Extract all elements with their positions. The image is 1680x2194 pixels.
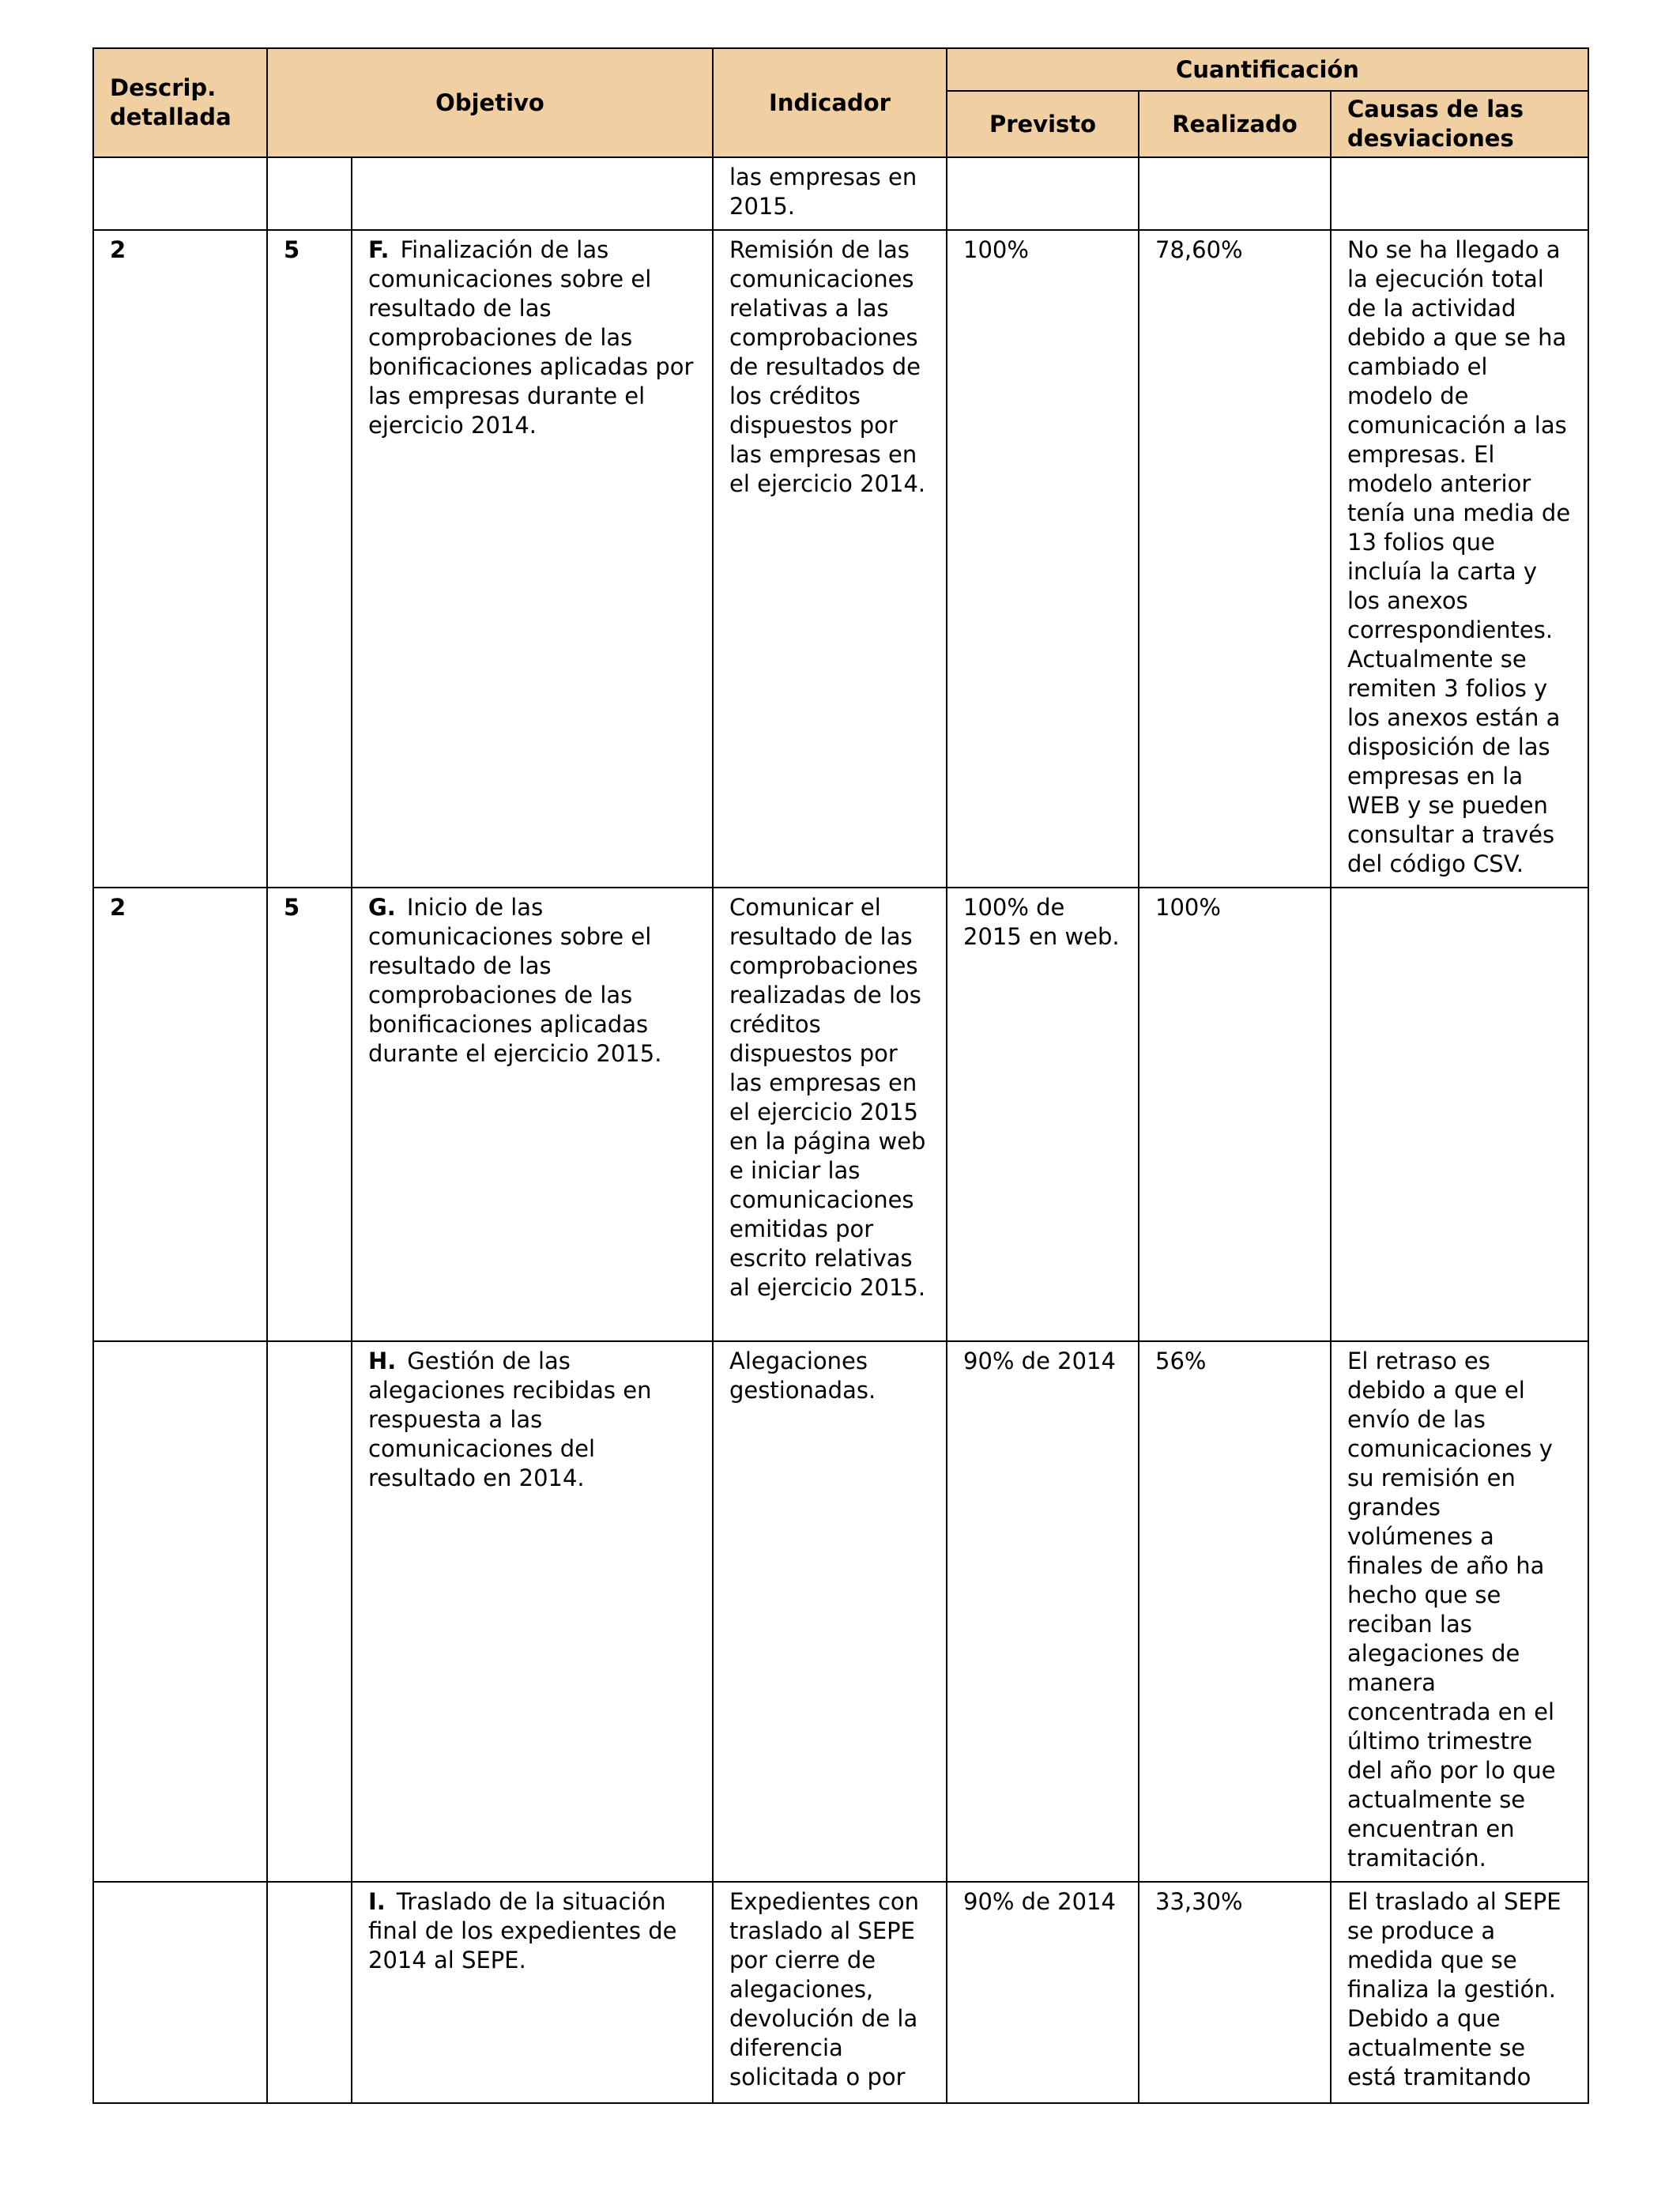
cell-indicador: Expedientes con traslado al SEPE por cierre de alegaciones, devolución de la diferencia solicitada o por <box>713 1882 947 2103</box>
header-objetivo: Objetivo <box>267 48 713 157</box>
cell-indicador: Remisión de las comunicaciones relativas a las comprobaciones de resultados de los créditos dispuestos por las empresas en el ejercicio 2014. <box>713 230 947 888</box>
cell-realizado: 56% <box>1139 1341 1331 1882</box>
cell-previsto <box>947 157 1139 230</box>
table-row <box>93 888 1588 1341</box>
header-cuantificacion: Cuantificación <box>947 48 1588 91</box>
cell-sub: 5 <box>267 888 352 1341</box>
table-row <box>93 1882 1588 2103</box>
objectives-table <box>92 47 1589 2104</box>
cell-realizado: 100% <box>1139 888 1331 1341</box>
header-previsto: Previsto <box>947 91 1139 157</box>
header-descrip: Descrip. detallada <box>93 48 267 157</box>
cell-previsto: 90% de 2014 <box>947 1341 1139 1882</box>
cell-previsto: 100% <box>947 230 1139 888</box>
cell-descrip: 2 <box>93 888 267 1341</box>
table-row <box>93 157 1588 230</box>
cell-descrip <box>93 1882 267 2103</box>
objective-text: Gestión de las alegaciones recibidas en respuesta a las comunicaciones del resultado en 2014. <box>368 1348 652 1491</box>
cell-indicador: las empresas en 2015. <box>713 157 947 230</box>
cell-sub <box>267 1882 352 2103</box>
cell-sub <box>267 157 352 230</box>
cell-objetivo <box>352 1882 713 2103</box>
cell-realizado <box>1139 157 1331 230</box>
cell-previsto: 100% de 2015 en web. <box>947 888 1139 1341</box>
cell-descrip <box>93 1341 267 1882</box>
cell-indicador: Comunicar el resultado de las comprobaciones realizadas de los créditos dispuestos por las empresas en el ejercicio 2015 en la página web e iniciar las comunicaciones emitidas por escrito relativas al ejercicio 2015. <box>713 888 947 1341</box>
cell-sub: 5 <box>267 230 352 888</box>
cell-objetivo <box>352 230 713 888</box>
cell-objetivo <box>352 157 713 230</box>
cell-realizado: 33,30% <box>1139 1882 1331 2103</box>
cell-causas <box>1331 888 1588 1341</box>
header-realizado: Realizado <box>1139 91 1331 157</box>
cell-objetivo <box>352 888 713 1341</box>
header-causas: Causas de las desviaciones <box>1331 91 1588 157</box>
objective-text: Inicio de las comunicaciones sobre el resultado de las comprobaciones de las bonificaciones aplicadas durante el ejercicio 2015. <box>368 894 662 1067</box>
cell-indicador: Alegaciones gestionadas. <box>713 1341 947 1882</box>
table-row <box>93 230 1588 888</box>
cell-causas: El retraso es debido a que el envío de las comunicaciones y su remisión en grandes volúmenes a finales de año ha hecho que se reciban las alegaciones de manera concentrada en el último trimestre del año por lo que actualmente se encuentran en tramitación. <box>1331 1341 1588 1882</box>
objective-letter: H. <box>368 1348 397 1374</box>
cell-sub <box>267 1341 352 1882</box>
cell-causas: No se ha llegado a la ejecución total de la actividad debido a que se ha cambiado el modelo de comunicación a las empresas. El modelo anterior tenía una media de 13 folios que incluía la carta y los anexos correspondientes. Actualmente se remiten 3 folios y los anexos están a disposición de las empresas en la WEB y se pueden consultar a través del código CSV. <box>1331 230 1588 888</box>
cell-causas <box>1331 157 1588 230</box>
objective-letter: F. <box>368 236 390 263</box>
objective-text: Traslado de la situación final de los expedientes de 2014 al SEPE. <box>368 1888 677 1973</box>
objective-letter: G. <box>368 894 396 921</box>
cell-descrip <box>93 157 267 230</box>
cell-objetivo <box>352 1341 713 1882</box>
objective-letter: I. <box>368 1888 386 1915</box>
cell-realizado: 78,60% <box>1139 230 1331 888</box>
header-row-1 <box>93 48 1588 91</box>
cell-causas: El traslado al SEPE se produce a medida que se finaliza la gestión. Debido a que actualmente se está tramitando <box>1331 1882 1588 2103</box>
objective-text: Finalización de las comunicaciones sobre el resultado de las comprobaciones de las bonificaciones aplicadas por las empresas durante el ejercicio 2014. <box>368 236 694 439</box>
header-indicador: Indicador <box>713 48 947 157</box>
cell-descrip: 2 <box>93 230 267 888</box>
cell-previsto: 90% de 2014 <box>947 1882 1139 2103</box>
table-row <box>93 1341 1588 1882</box>
